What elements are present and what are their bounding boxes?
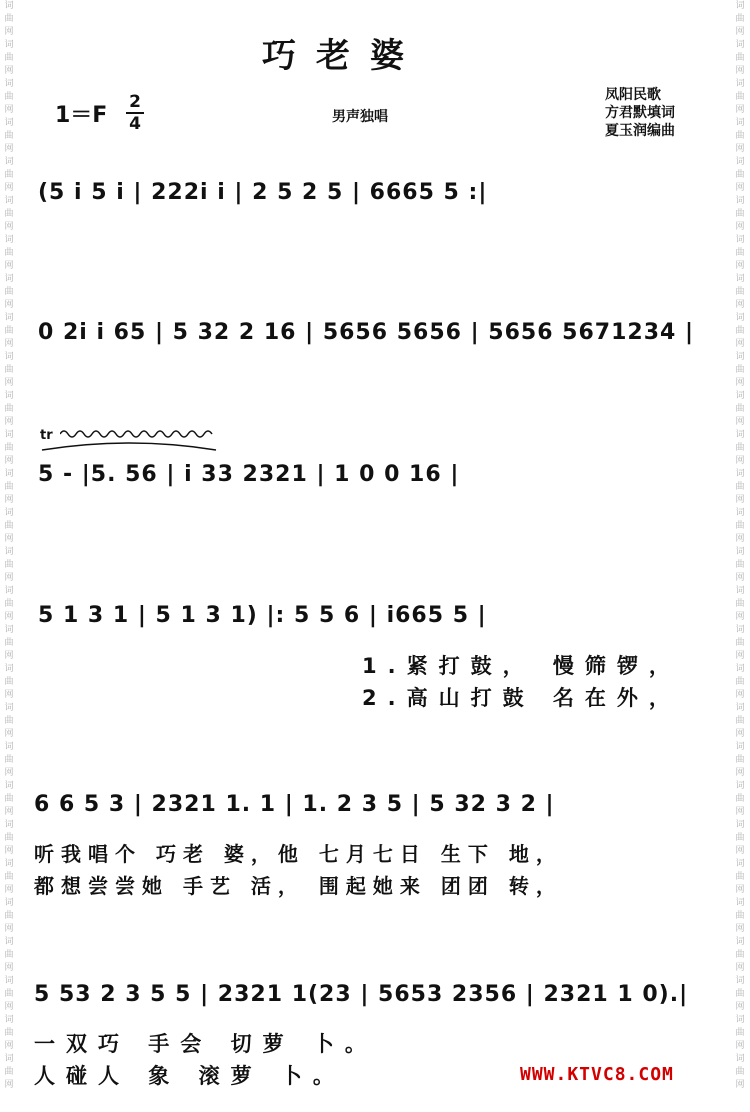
right-watermark: 词曲网词曲网词曲网词曲网词曲网词曲网词曲网词曲网词曲网词曲网词曲网词曲网词曲网词曲网词曲网词曲网词曲网词曲网词曲网词曲网词曲网词曲网词曲网词曲网词曲网词曲网词曲网词曲网 (735, 1, 745, 1090)
credit-lyricist: 方君默填词 (605, 105, 675, 121)
tie-arc (40, 438, 220, 452)
lyric-line-5a: 听我唱个 巧老 婆，他 七月七日 生下 地， (34, 842, 563, 866)
credit-arranger: 夏玉润编曲 (605, 123, 675, 139)
time-signature: 2 4 (126, 93, 144, 133)
score-row-4: 5 1 3 1 | 5 1 3 1) |: 5 5 6 | i665 5 | (38, 603, 487, 628)
lyric-line-5b: 都想尝尝她 手艺 活， 围起她来 团团 转， (34, 874, 563, 898)
lyric-line-6a: 一双巧 手会 切萝 卜。 (34, 1032, 377, 1056)
lyric-verse-1: 1.紧打鼓， 慢筛锣， (362, 654, 681, 678)
credit-origin: 凤阳民歌 (605, 87, 661, 103)
lyric-line-6b: 人碰人 象 滚萝 卜。 (34, 1064, 345, 1088)
score-row-2: 0 2i i 65 | 5 32 2 16 | 5656 5656 | 5656 5671234 | (38, 320, 695, 345)
lyric-verse-2: 2.高山打鼓 名在外， (362, 686, 681, 710)
song-title: 巧老婆 (262, 36, 424, 76)
credits (605, 86, 675, 140)
key-signature: 1＝F (55, 103, 108, 128)
score-row-3: 5 - |5. 56 | i 33 2321 | 1 0 0 16 | (38, 462, 460, 487)
trill-mark: tr (40, 428, 53, 443)
score-row-5: 6 6 5 3 | 2321 1. 1 | 1. 2 3 5 | 5 32 3 2 | (34, 792, 555, 817)
performance-type: 男声独唱 (332, 109, 388, 125)
site-url: WWW.KTVC8.COM (520, 1064, 674, 1085)
score-row-6: 5 53 2 3 5 5 | 2321 1(23 | 5653 2356 | 2321 1 0).| (34, 982, 689, 1007)
score-row-1: (5 i 5 i | 222i i | 2 5 2 5 | 6665 5 :| (38, 180, 488, 205)
left-watermark: 词曲网词曲网词曲网词曲网词曲网词曲网词曲网词曲网词曲网词曲网词曲网词曲网词曲网词曲网词曲网词曲网词曲网词曲网词曲网词曲网词曲网词曲网词曲网词曲网词曲网词曲网词曲网词曲网 (4, 1, 14, 1090)
